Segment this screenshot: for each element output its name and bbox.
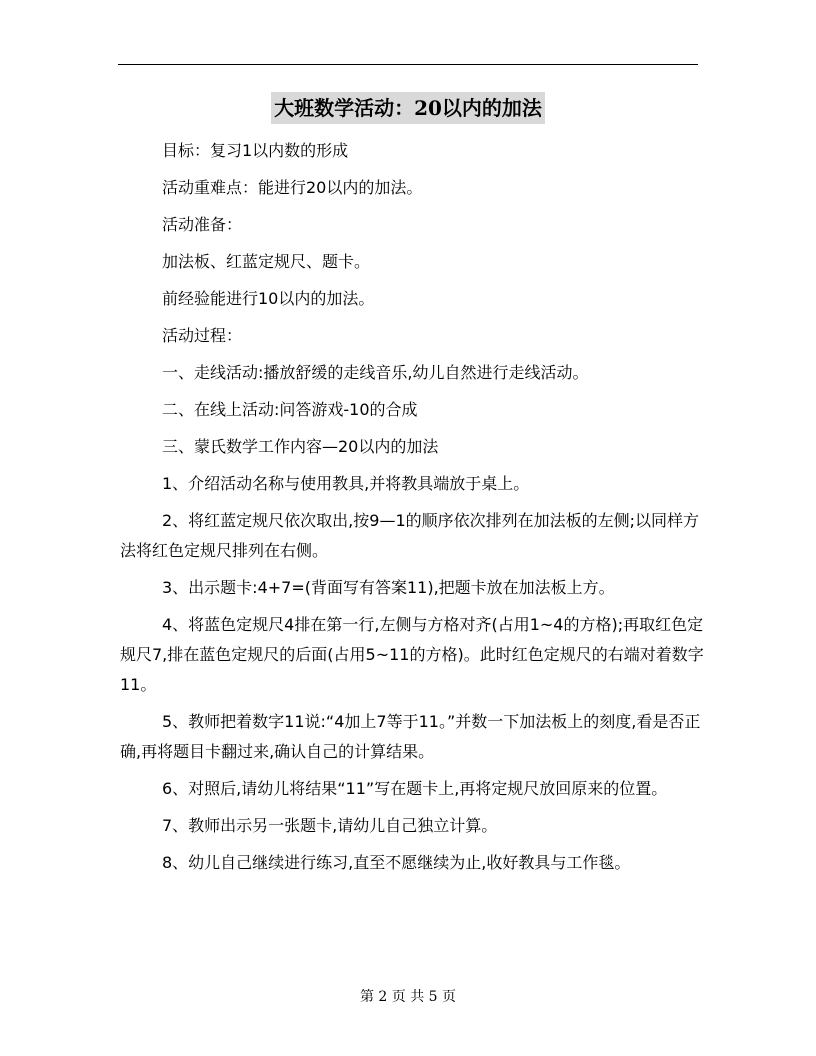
paragraph-key-points: 活动重难点：能进行20以内的加法。 <box>162 178 423 197</box>
paragraph-process-heading: 活动过程： <box>162 326 243 345</box>
paragraph-substep-7: 7、教师出示另一张题卡,请幼儿自己独立计算。 <box>162 816 498 835</box>
paragraph-substep-8: 8、幼儿自己继续进行练习,直至不愿继续为止,收好教具与工作毯。 <box>162 853 631 872</box>
document-body <box>120 136 710 878</box>
title-container <box>0 92 816 124</box>
header-rule <box>118 64 698 65</box>
paragraph-goal: 目标：复习1以内数的形成 <box>162 141 349 160</box>
paragraph-substep-1: 1、介绍活动名称与使用教具,并将教具端放于桌上。 <box>162 474 530 493</box>
paragraph-step-one: 一、走线活动:播放舒缓的走线音乐,幼儿自然进行走线活动。 <box>162 363 589 382</box>
paragraph-substep-5: 5、教师把着数字11说:“4加上7等于11。”并数一下加法板上的刻度,看是否正确,再将题目卡翻过来,确认自己的计算结果。 <box>120 712 701 761</box>
paragraph-substep-2: 2、将红蓝定规尺依次取出,按9—1的顺序依次排列在加法板的左侧;以同样方法将红色定规尺排列在右侧。 <box>120 511 700 560</box>
paragraph-preparation-heading: 活动准备： <box>162 215 243 234</box>
paragraph-substep-3: 3、出示题卡:4+7=(背面写有答案11),把题卡放在加法板上方。 <box>162 578 615 597</box>
paragraph-step-two: 二、在线上活动:问答游戏-10的合成 <box>162 400 418 419</box>
paragraph-prior-experience: 前经验能进行10以内的加法。 <box>162 289 375 308</box>
document-title: 大班数学活动：20以内的加法 <box>271 92 545 124</box>
page-footer: 第 2 页 共 5 页 <box>359 989 457 1005</box>
paragraph-step-three: 三、蒙氏数学工作内容—20以内的加法 <box>162 437 439 456</box>
paragraph-substep-6: 6、对照后,请幼儿将结果“11”写在题卡上,再将定规尺放回原来的位置。 <box>162 779 668 798</box>
paragraph-materials: 加法板、红蓝定规尺、题卡。 <box>162 252 371 271</box>
paragraph-substep-4: 4、将蓝色定规尺4排在第一行,左侧与方格对齐(占用1~4的方格);再取红色定规尺7,排在蓝色定规尺的后面(占用5~11的方格)。此时红色定规尺的右端对着数字11。 <box>120 615 704 694</box>
